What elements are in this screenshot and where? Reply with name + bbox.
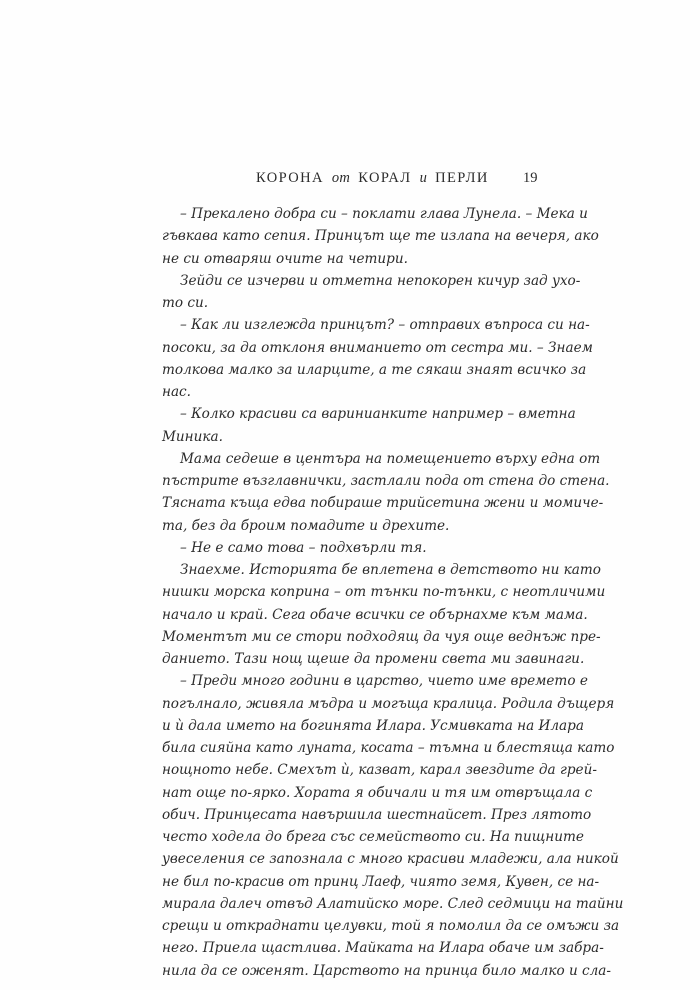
- text-line: то си.: [162, 295, 209, 311]
- text-line: – Как ли изглежда принцът? – отправих въпроса си на-: [180, 317, 590, 334]
- title-word-koral: КОРАЛ: [358, 170, 412, 186]
- text-line: та, без да броим помадите и дрехите.: [162, 517, 450, 534]
- text-line: нас.: [162, 384, 191, 400]
- body-text: [162, 203, 624, 982]
- text-line: него. Приела щастлива. Майката на Илара обаче им забра-: [162, 940, 604, 957]
- text-line: не си отваряш очите на четири.: [162, 250, 408, 267]
- text-line: увеселения се запознала с много красиви младежи, ала никой: [162, 851, 619, 868]
- text-line: – Преди много години в царство, чието име времето е: [180, 673, 588, 690]
- text-line: Миника.: [162, 428, 223, 445]
- running-title: [256, 170, 489, 187]
- text-line: – Колко красиви са варинианките например – вметна: [180, 406, 576, 423]
- page-number: 19: [523, 170, 538, 186]
- text-line: толкова малко за иларците, а те сякаш знаят всичко за: [162, 361, 587, 378]
- text-line: посоки, за да отклоня вниманието от сестра ми. – Знаем: [162, 339, 593, 356]
- text-line: Моментът ми се стори подходящ да чуя още веднъж пре-: [162, 628, 601, 645]
- text-line: – Прекалено добра си – поклати глава Лунела. – Мека и: [180, 206, 588, 222]
- text-line: нощното небе. Смехът ѝ, казват, карал звездите да грей-: [162, 762, 597, 779]
- text-line: и ѝ дала името на богинята Илара. Усмивката на Илара: [162, 717, 584, 734]
- text-line: гъвкава като сепия. Принцът ще те излапа на вечеря, ако: [162, 228, 599, 245]
- text-line: мирала далеч отвъд Алатийско море. След седмици на тайни: [162, 895, 624, 912]
- text-line: не бил по-красив от принц Лаеф, чиято земя, Кувен, се на-: [162, 873, 600, 890]
- text-line: обич. Принцесата навършила шестнайсет. През лятото: [162, 806, 592, 823]
- text-line: била сияйна като луната, косата – тъмна и блестяща като: [162, 740, 615, 756]
- text-line: нат още по-ярко. Хората я обичали и тя им отвръщала с: [162, 784, 593, 801]
- text-line: Мама седеше в центъра на помещението върху една от: [180, 450, 601, 467]
- text-line: погълнало, живяла мъдра и могъща кралица. Родила дъщеря: [162, 695, 615, 712]
- running-header: [0, 170, 700, 190]
- text-line: срещи и откраднати целувки, той я помолил да се омъжи за: [162, 918, 620, 934]
- text-line: – Не е само това – подхвърли тя.: [180, 539, 427, 556]
- title-word-corona: КОРОНА: [256, 170, 324, 186]
- text-line: данието. Тази нощ щеше да промени света ми завинаги.: [162, 651, 585, 667]
- title-word-ot: от: [331, 170, 351, 186]
- text-line: често ходела до брега със семейството си. На пищните: [162, 829, 584, 845]
- title-word-i: и: [419, 170, 428, 186]
- text-line: Знаехме. Историята бе вплетена в детството ни като: [180, 562, 601, 578]
- text-line: Тясната къща едва побираше трийсетина жени и момиче-: [162, 495, 604, 512]
- text-line: Зейди се изчерви и отметна непокорен кичур зад ухо-: [180, 272, 581, 289]
- text-line: нила да се оженят. Царството на принца било малко и сла-: [162, 962, 611, 979]
- text-line: начало и край. Сега обаче всички се обърнахме към мама.: [162, 606, 588, 623]
- title-word-perli: ПЕРЛИ: [435, 170, 489, 186]
- text-line: пъстрите възглавнички, застлали пода от стена до стена.: [162, 473, 610, 489]
- text-line: нишки морска коприна – от тънки по-тънки, с неотличими: [162, 584, 606, 601]
